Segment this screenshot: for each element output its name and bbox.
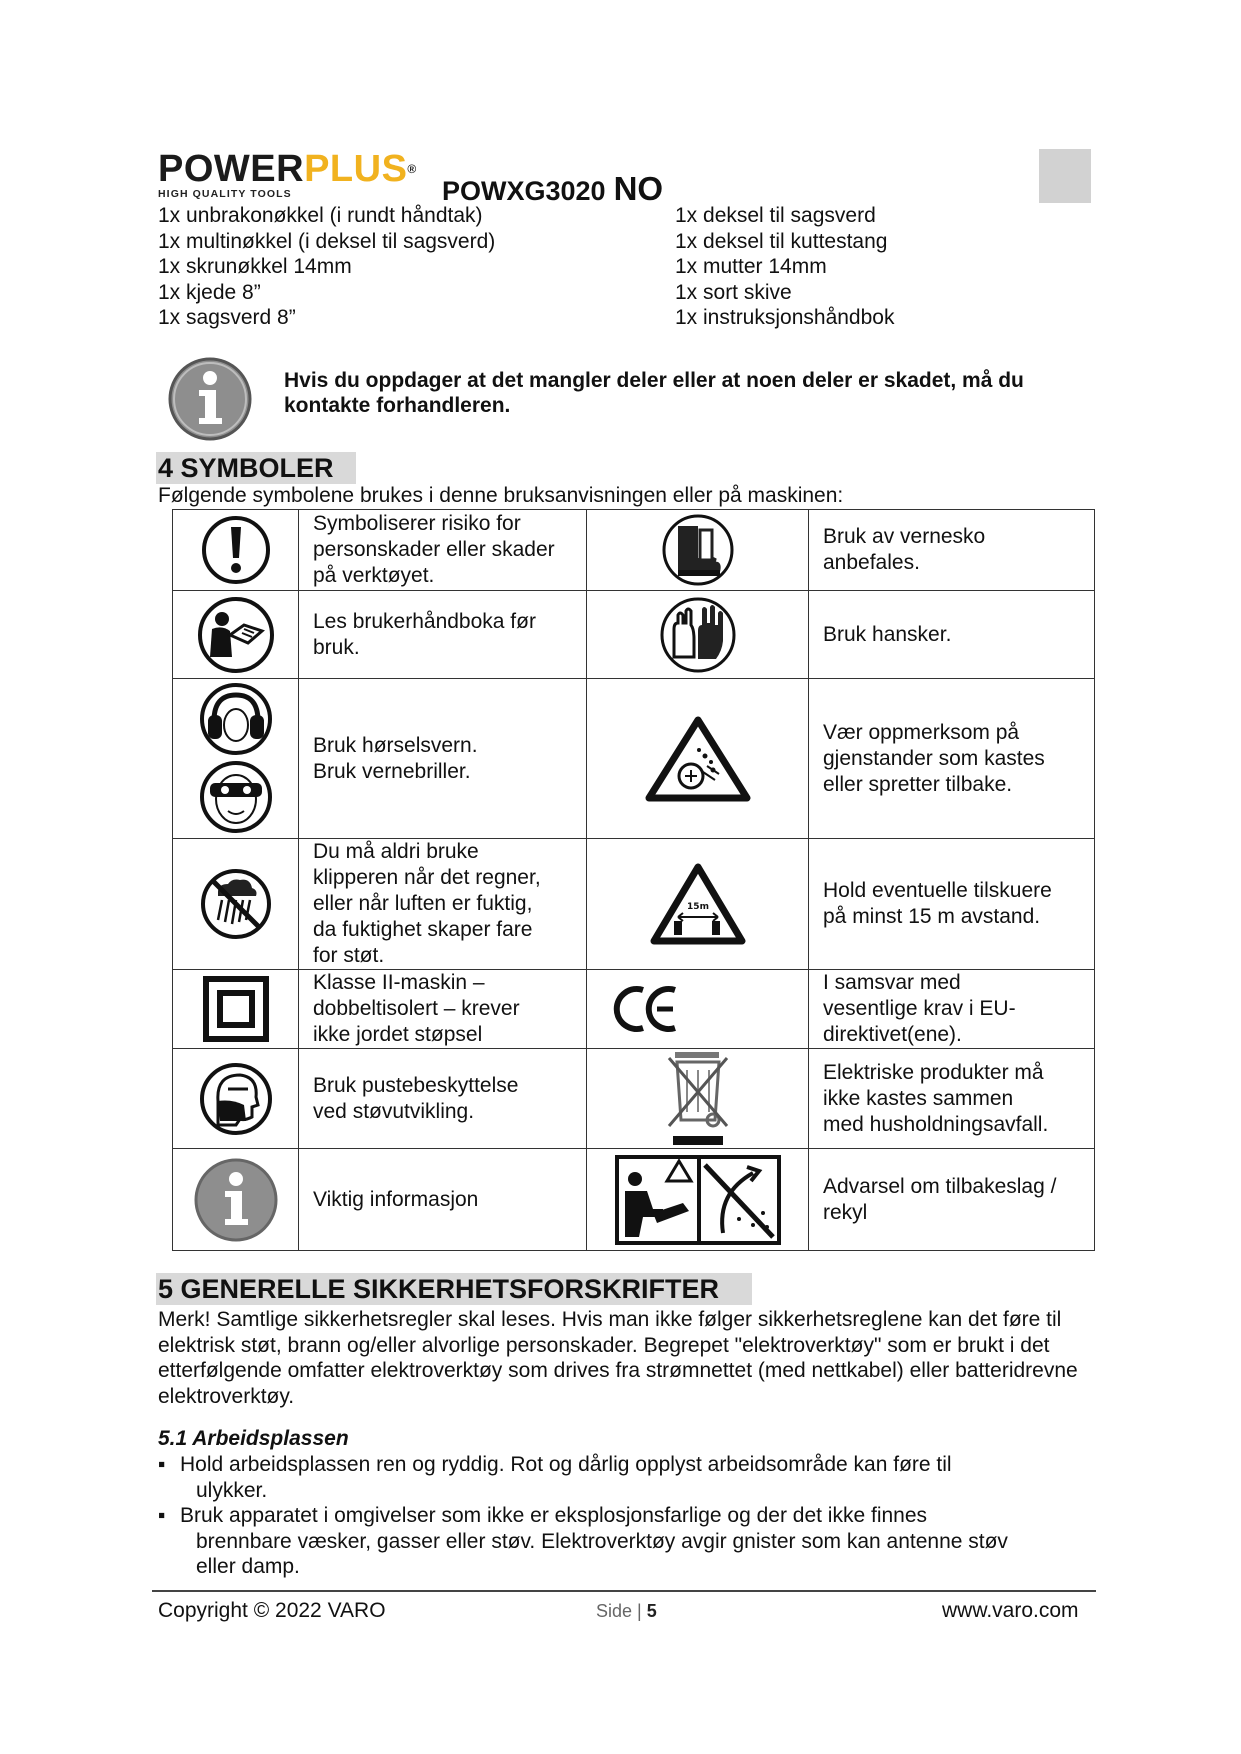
part-item: 1x deksel til kuttestang (675, 229, 888, 253)
symbol-text-line: ved støvutvikling. (313, 1099, 475, 1123)
workplace-bullet-list (158, 1452, 1098, 1580)
symbol-text-line: Les brukerhåndboka før (313, 609, 536, 633)
symbol-text-line: på minst 15 m avstand. (823, 905, 1041, 928)
symbol-text-line: vesentlige krav i EU- (823, 997, 1016, 1020)
ce-mark-icon (587, 970, 809, 1049)
symbol-text (299, 839, 587, 970)
table-row (173, 1149, 1095, 1251)
symbol-text (299, 1149, 587, 1251)
symbol-text-line: Bruk vernebriller. (313, 759, 471, 783)
symbol-text (299, 591, 587, 679)
corner-tab (1039, 149, 1091, 203)
part-item: 1x multinøkkel (i deksel til sagsverd) (158, 229, 496, 253)
part-item: 1x instruksjonshåndbok (675, 306, 895, 329)
bullet-text: brennbare væsker, gasser eller støv. Elektroverktøy avgir gnister som kan antenne støv (196, 1529, 1008, 1553)
list-item (158, 1452, 1098, 1503)
symbol-text-line: direktivet(ene). (823, 1023, 962, 1046)
symbols-intro: Følgende symbolene brukes i denne bruksanvisningen eller på maskinen: (158, 484, 844, 507)
table-row (173, 839, 1095, 970)
brand-part1: POWER (158, 148, 305, 190)
symbol-text-line: rekyl (823, 1200, 868, 1224)
brand-reg: ® (407, 162, 417, 176)
part-item: 1x kjede 8” (158, 280, 261, 304)
symbol-text-line: Du må aldri bruke (313, 840, 479, 863)
symbol-text-line: da fuktighet skaper fare (313, 918, 533, 941)
symbol-text (809, 510, 1095, 591)
safety-intro-paragraph: Merk! Samtlige sikkerhetsregler skal leses. Hvis man ikke følger sikkerhetsreglene kan det føre til elektrisk støt, brann og/eller alvorlige personskader. Begrepet "elektroverktøy" som er brukt i det etterfølgende omfatter elektroverktøy som drives fra strømnettet (med nettkabel) eller batteridrevne elektroverktøy. (158, 1308, 1078, 1408)
website-link[interactable]: www.varo.com (942, 1599, 1079, 1622)
table-row (173, 1049, 1095, 1149)
weee-bin-icon (587, 1049, 809, 1149)
info-icon (173, 1149, 299, 1251)
symbol-text-line: for støt. (313, 944, 385, 967)
footer-divider (152, 1590, 1096, 1592)
symbol-text (299, 970, 587, 1049)
symbol-text (809, 839, 1095, 970)
bullet-mark: ▪ (158, 1504, 166, 1527)
symbol-text (809, 1149, 1095, 1251)
symbol-text (809, 591, 1095, 679)
section-4-heading: 4 SYMBOLER (156, 452, 356, 484)
distance-label: 15m (686, 902, 709, 912)
eye-protection-icon (202, 763, 270, 831)
warning-exclamation-icon (173, 510, 299, 591)
page-indicator (596, 1601, 657, 1622)
page-label: Side | (596, 1601, 647, 1621)
symbol-text-line: Klasse II-maskin – (313, 971, 485, 994)
part-item: 1x mutter 14mm (675, 255, 827, 278)
table-row (173, 510, 1095, 591)
symbol-text-line: Bruk hørselsvern. (313, 733, 478, 757)
no-rain-icon (173, 839, 299, 970)
symbol-text-line: med husholdningsavfall. (823, 1112, 1049, 1136)
symbol-text-line: Symboliserer risiko for (313, 512, 521, 535)
language-code: NO (613, 170, 664, 207)
ear-and-eye-protection-icon (173, 679, 299, 839)
thrown-objects-warning-icon (587, 679, 809, 839)
model-number: POWXG3020 (442, 176, 606, 206)
symbol-text-line: Bruk pustebeskyttelse (313, 1073, 519, 1097)
symbol-text-line: dobbeltisolert – krever (313, 997, 520, 1020)
list-item (158, 1503, 1098, 1580)
brand-part2: PLUS (304, 148, 408, 190)
symbol-text (299, 510, 587, 591)
symbol-text-line: eller når luften er fuktig, (313, 892, 533, 915)
part-item: 1x unbrakonøkkel (i rundt håndtak) (158, 204, 483, 227)
parts-list-left (158, 203, 495, 331)
symbol-text-line: anbefales. (823, 551, 920, 574)
symbol-text-line: personskader eller skader (313, 538, 555, 561)
part-item: 1x deksel til sagsverd (675, 204, 876, 227)
symbol-text (299, 679, 587, 839)
symbol-text-line: Bruk hansker. (823, 622, 952, 646)
symbol-text-line: ikke jordet støpsel (313, 1023, 483, 1046)
table-row (173, 679, 1095, 839)
bullet-text: eller damp. (196, 1555, 300, 1578)
section-5-heading: 5 GENERELLE SIKKERHETSFORSKRIFTER (156, 1273, 752, 1305)
symbol-text-line: klipperen når det regner, (313, 866, 541, 889)
symbol-text-line: Advarsel om tilbakeslag / (823, 1174, 1057, 1198)
bullet-text: ulykker. (196, 1478, 268, 1502)
class-ii-double-insulation-icon (173, 970, 299, 1049)
symbol-text-line: eller spretter tilbake. (823, 772, 1013, 796)
part-item: 1x sort skive (675, 280, 792, 304)
table-row (173, 591, 1095, 679)
symbol-text-line: bruk. (313, 635, 360, 659)
bullet-text: Bruk apparatet i omgivelser som ikke er eksplosjonsfarlige og der det ikke finnes (180, 1504, 928, 1527)
parts-list-right (675, 203, 894, 331)
symbol-text-line: Bruk av vernesko (823, 525, 986, 548)
symbols-table (172, 509, 1095, 1251)
symbol-text-line: I samsvar med (823, 971, 961, 994)
ear-protection-icon (202, 685, 270, 753)
table-row (173, 970, 1095, 1049)
missing-parts-note: Hvis du oppdager at det mangler deler eller at noen deler er skadet, må du kontakte forhandleren. (284, 369, 1024, 417)
read-manual-icon (173, 591, 299, 679)
page-number: 5 (646, 1601, 657, 1621)
brand-tagline: HIGH QUALITY TOOLS (158, 188, 292, 200)
safety-boots-icon (587, 510, 809, 591)
symbol-text-line: på verktøyet. (313, 564, 435, 587)
symbol-text (809, 970, 1095, 1049)
bullet-mark: ▪ (158, 1453, 166, 1476)
symbol-text-line: ikke kastes sammen (823, 1086, 1014, 1110)
subsection-heading: 5.1 Arbeidsplassen (158, 1427, 349, 1450)
info-icon (167, 356, 253, 442)
symbol-text-line: Viktig informasjon (313, 1187, 479, 1211)
symbol-text (809, 679, 1095, 839)
brand-logo (158, 150, 428, 198)
symbol-text-line: Vær oppmerksom på (823, 720, 1020, 744)
copyright: Copyright © 2022 VARO (158, 1599, 386, 1622)
symbol-text-line: Elektriske produkter må (823, 1060, 1044, 1084)
symbol-text-line: gjenstander som kastes (823, 746, 1045, 770)
symbol-text (809, 1049, 1095, 1149)
part-item: 1x skrunøkkel 14mm (158, 255, 352, 278)
part-item: 1x sagsverd 8” (158, 306, 296, 329)
brand-wordmark (158, 150, 428, 188)
symbol-text-line: Hold eventuelle tilskuere (823, 879, 1052, 902)
keep-distance-warning-icon (587, 839, 809, 970)
symbol-text (299, 1049, 587, 1149)
dust-mask-icon (173, 1049, 299, 1149)
kickback-warning-icon (587, 1149, 809, 1251)
bullet-text: Hold arbeidsplassen ren og ryddig. Rot og dårlig opplyst arbeidsområde kan føre til (180, 1453, 952, 1476)
gloves-icon (587, 591, 809, 679)
